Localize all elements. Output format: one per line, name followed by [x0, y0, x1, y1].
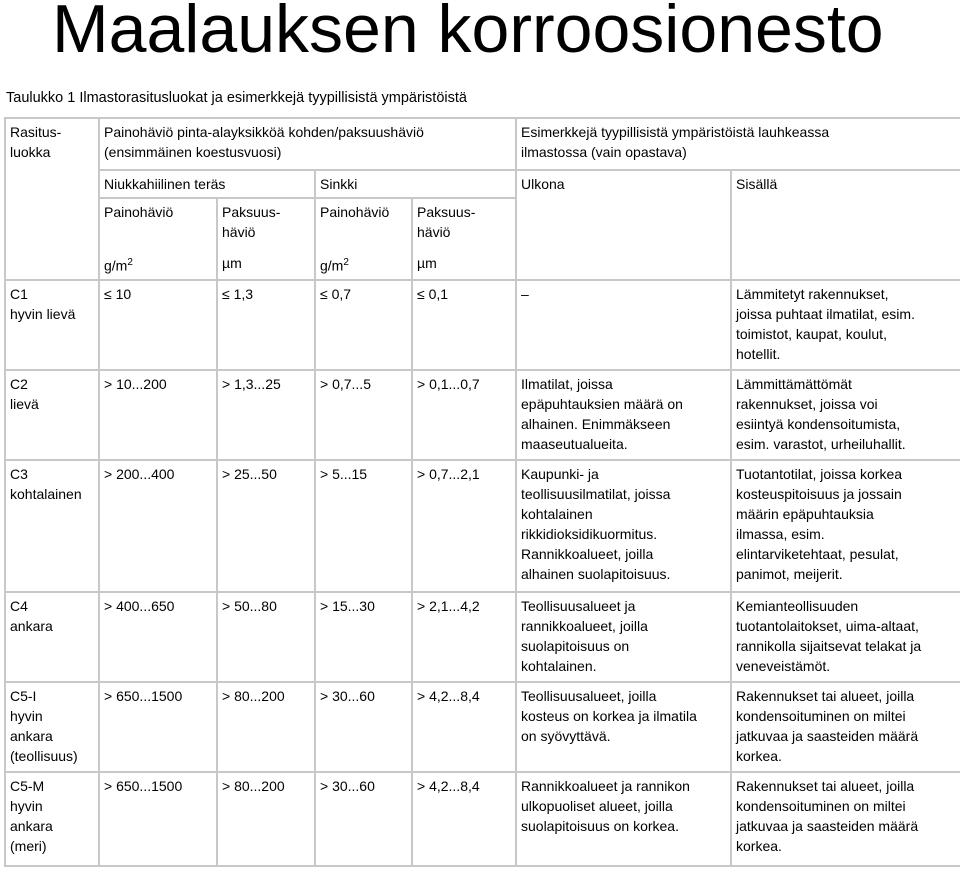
class-cell-line: C4: [10, 598, 28, 614]
outdoor-cell-line: on syövyttävä.: [521, 728, 611, 744]
steel-weight-cell: > 400...650: [99, 592, 217, 682]
outdoor-cell-line: kohtalainen: [521, 506, 593, 522]
indoor-cell-line: jatkuvaa ja saasteiden määrä: [736, 818, 919, 834]
outdoor-cell-line: teollisuusilmatilat, joissa: [521, 486, 671, 502]
class-cell: [5, 280, 99, 370]
corrosivity-table: [4, 117, 960, 867]
indoor-cell: [731, 370, 960, 460]
steel-thickness-cell: > 1,3...25: [217, 370, 315, 460]
class-cell: [5, 592, 99, 682]
steel-thickness-cell: ≤ 1,3: [217, 280, 315, 370]
class-cell-line: ankara: [10, 618, 53, 634]
indoor-cell-line: Kemianteollisuuden: [736, 598, 859, 614]
indoor-cell-line: kosteuspitoisuus ja jossain: [736, 486, 902, 502]
class-cell-line: C5-M: [10, 778, 45, 794]
table-row: [5, 592, 960, 682]
class-cell-line: C5-I: [10, 688, 37, 704]
class-cell-line: kohtalainen: [10, 486, 82, 502]
outdoor-cell: [516, 460, 731, 592]
class-cell-line: (meri): [10, 838, 47, 854]
outdoor-cell-line: alhainen suolapitoisuus.: [521, 566, 671, 582]
table-row: [5, 682, 960, 772]
steel-weight-cell: > 10...200: [99, 370, 217, 460]
indoor-cell: [731, 592, 960, 682]
zinc-thickness-cell: ≤ 0,1: [412, 280, 516, 370]
slide-title: Maalauksen korroosionesto: [52, 0, 884, 67]
outdoor-cell: [516, 370, 731, 460]
class-cell: [5, 460, 99, 592]
zinc-thickness-cell: > 0,1...0,7: [412, 370, 516, 460]
indoor-cell-line: kondensoituminen on miltei: [736, 708, 906, 724]
header-steel-thickness: Paksuus- häviö: [217, 198, 315, 250]
indoor-cell-line: kondensoituminen on miltei: [736, 798, 906, 814]
outdoor-cell-line: Rannikkoalueet, joilla: [521, 546, 654, 562]
steel-thickness-cell: > 80...200: [217, 772, 315, 866]
indoor-cell-line: joissa puhtaat ilmatilat, esim.: [736, 306, 915, 322]
table-row: [5, 460, 960, 592]
unit-steel-um: µm: [217, 250, 315, 280]
class-cell: [5, 370, 99, 460]
indoor-cell-line: rakennukset, joissa voi: [736, 396, 878, 412]
header-steel: Niukkahiilinen teräs: [99, 170, 315, 198]
zinc-weight-cell: > 5...15: [315, 460, 412, 592]
class-cell-line: (teollisuus): [10, 748, 78, 764]
header-zinc: Sinkki: [315, 170, 516, 198]
indoor-cell-line: veneveistämöt.: [736, 658, 831, 674]
zinc-weight-cell: > 15...30: [315, 592, 412, 682]
indoor-cell-line: rannikolla sijaitsevat telakat ja: [736, 638, 922, 654]
outdoor-cell-line: Teollisuusalueet ja: [521, 598, 636, 614]
indoor-cell-line: jatkuvaa ja saasteiden määrä: [736, 728, 919, 744]
header-class: Rasitus- luokka: [5, 118, 99, 280]
outdoor-cell-line: kohtalainen.: [521, 658, 597, 674]
unit-steel-g: $g/m^2$: [99, 250, 217, 280]
unit-zinc-g: $g/m^2$: [315, 250, 412, 280]
zinc-thickness-cell: > 2,1...4,2: [412, 592, 516, 682]
outdoor-cell-line: Ilmatilat, joissa: [521, 376, 613, 392]
class-cell-line: ankara: [10, 818, 53, 834]
zinc-weight-cell: ≤ 0,7: [315, 280, 412, 370]
indoor-cell: [731, 682, 960, 772]
indoor-cell-line: esiintyä kondensoitumista,: [736, 416, 901, 432]
steel-thickness-cell: > 80...200: [217, 682, 315, 772]
outdoor-cell-line: alhainen. Enimmäkseen: [521, 416, 671, 432]
header-indoor: Sisällä: [731, 170, 960, 280]
class-cell: [5, 682, 99, 772]
table-caption: Taulukko 1 Ilmastorasitusluokat ja esimerkkejä tyypillisistä ympäristöistä: [6, 90, 467, 106]
steel-weight-cell: > 650...1500: [99, 682, 217, 772]
indoor-cell-line: panimot, meijerit.: [736, 566, 843, 582]
table-row: [5, 370, 960, 460]
indoor-cell-line: määrin epäpuhtauksia: [736, 506, 874, 522]
zinc-weight-cell: > 30...60: [315, 772, 412, 866]
zinc-thickness-cell: > 0,7...2,1: [412, 460, 516, 592]
indoor-cell-line: Tuotantotilat, joissa korkea: [736, 466, 903, 482]
indoor-cell-line: toimistot, kaupat, koulut,: [736, 326, 887, 342]
indoor-cell: [731, 280, 960, 370]
indoor-cell-line: esim. varastot, urheiluhallit.: [736, 436, 906, 452]
table-row: [5, 280, 960, 370]
outdoor-cell-line: kosteus on korkea ja ilmatila: [521, 708, 697, 724]
indoor-cell-line: hotellit.: [736, 346, 781, 362]
unit-zinc-um: µm: [412, 250, 516, 280]
outdoor-cell-line: –: [521, 286, 529, 302]
indoor-cell: [731, 460, 960, 592]
outdoor-cell-line: Teollisuusalueet, joilla: [521, 688, 657, 704]
steel-weight-cell: ≤ 10: [99, 280, 217, 370]
outdoor-cell-line: maaseutualueita.: [521, 436, 628, 452]
zinc-thickness-cell: > 4,2...8,4: [412, 772, 516, 866]
class-cell-line: hyvin lievä: [10, 306, 76, 322]
class-cell-line: C1: [10, 286, 28, 302]
indoor-cell-line: ilmassa, esim.: [736, 526, 825, 542]
header-zinc-thickness: Paksuus- häviö: [412, 198, 516, 250]
outdoor-cell-line: rikkidioksidikuormitus.: [521, 526, 658, 542]
header-outdoor: Ulkona: [516, 170, 731, 280]
indoor-cell-line: korkea.: [736, 748, 782, 764]
class-cell-line: hyvin: [10, 708, 43, 724]
header-loss: Painohäviö pinta-alayksikköä kohden/paksuushäviö (ensimmäinen koestusvuosi): [99, 118, 516, 170]
class-cell-line: lievä: [10, 396, 39, 412]
table-row: [5, 772, 960, 866]
class-cell-line: hyvin: [10, 798, 43, 814]
outdoor-cell: [516, 592, 731, 682]
outdoor-cell: [516, 280, 731, 370]
indoor-cell-line: Rakennukset tai alueet, joilla: [736, 778, 915, 794]
outdoor-cell-line: suolapitoisuus on korkea.: [521, 818, 679, 834]
indoor-cell-line: Lämmittämättömät: [736, 376, 852, 392]
indoor-cell-line: korkea.: [736, 838, 782, 854]
outdoor-cell-line: rannikkoalueet, joilla: [521, 618, 648, 634]
steel-weight-cell: > 200...400: [99, 460, 217, 592]
header-steel-weight: Painohäviö: [99, 198, 217, 250]
class-cell-line: ankara: [10, 728, 53, 744]
class-cell-line: C3: [10, 466, 28, 482]
zinc-thickness-cell: > 4,2...8,4: [412, 682, 516, 772]
class-cell-line: C2: [10, 376, 28, 392]
outdoor-cell-line: Rannikkoalueet ja rannikon: [521, 778, 690, 794]
steel-weight-cell: > 650...1500: [99, 772, 217, 866]
steel-thickness-cell: > 50...80: [217, 592, 315, 682]
header-zinc-weight: Painohäviö: [315, 198, 412, 250]
outdoor-cell: [516, 682, 731, 772]
outdoor-cell-line: suolapitoisuus on: [521, 638, 630, 654]
indoor-cell-line: tuotantolaitokset, uima-altaat,: [736, 618, 919, 634]
class-cell: [5, 772, 99, 866]
header-examples: Esimerkkejä tyypillisistä ympäristöistä lauhkeassa ilmastossa (vain opastava): [516, 118, 960, 170]
indoor-cell: [731, 772, 960, 866]
outdoor-cell: [516, 772, 731, 866]
indoor-cell-line: Rakennukset tai alueet, joilla: [736, 688, 915, 704]
zinc-weight-cell: > 30...60: [315, 682, 412, 772]
indoor-cell-line: elintarviketehtaat, pesulat,: [736, 546, 899, 562]
indoor-cell-line: Lämmitetyt rakennukset,: [736, 286, 889, 302]
outdoor-cell-line: epäpuhtauksien määrä on: [521, 396, 683, 412]
zinc-weight-cell: > 0,7...5: [315, 370, 412, 460]
steel-thickness-cell: > 25...50: [217, 460, 315, 592]
outdoor-cell-line: ulkopuoliset alueet, joilla: [521, 798, 673, 814]
outdoor-cell-line: Kaupunki- ja: [521, 466, 599, 482]
